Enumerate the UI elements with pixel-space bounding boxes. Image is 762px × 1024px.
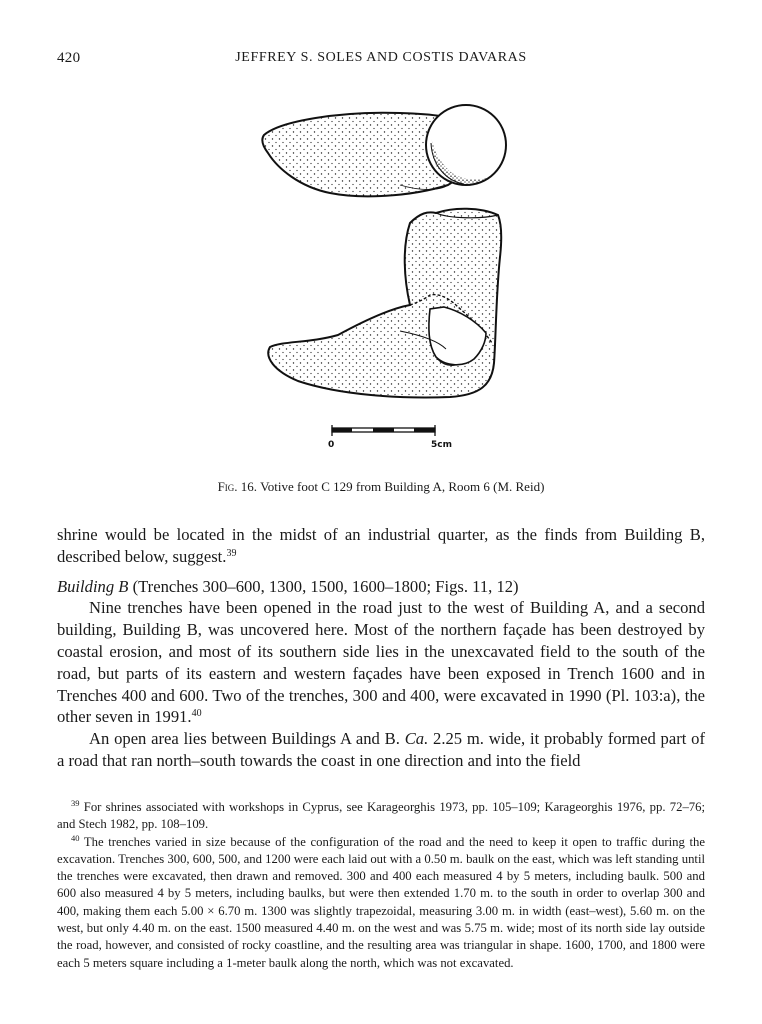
- scale-label-five-cm: 5cm: [431, 440, 452, 450]
- footnote-39-number: 39: [71, 798, 80, 808]
- paragraph-open-area-rest: 2.25 m. wide, it probably formed part of a road that ran north–south towards the coast in one direction and into the field: [57, 729, 705, 770]
- foot-top-view: [262, 105, 506, 196]
- footnote-40-text: The trenches varied in size because of the configuration of the road and the need to keep it open to traffic during the excavation. Trenches 300, 600, 500, and 1200 were each laid out with a 0.50 m. baulk on the east, which was left standing until the trenches were excavated, then drawn and removed. 300 and 400 each measured 4 by 5 meters, including baulk. 500 and 600 also measured 4 by 5 meters, including baulks, but were then extended 1.70 m. to the south in order to overlap 300 and 400, making them each 5.00 × 6.70 m. 1300 was slightly trapezoidal, measuring 3.00 m. in width (east–west), 5.60 m. on the west, but only 4.40 m. on the east. 1500 measured 4.40 m. on the west and was 5.75 m. wide; most of its north side lay outside the road, however, and consisted of rocky coastline, and the resulting area was triangular in shape. 1600, 1700, and 1800 were each 5 meters square including a 1-meter baulk along the north, which was not excavated.: [57, 834, 705, 970]
- footnote-ref-40: 40: [191, 708, 202, 720]
- scale-bar: [328, 425, 452, 450]
- figure-caption: [0, 479, 762, 495]
- paragraph-shrine-text: shrine would be located in the midst of an industrial quarter, as the finds from Building B, described below, suggest.: [57, 525, 705, 566]
- paragraph-open-area: [57, 728, 705, 772]
- footnote-39-text: For shrines associated with workshops in Cyprus, see Karageorghis 1973, pp. 105–109; Karageorghis 1976, pp. 72–76; and Stech 1982, pp. 108–109.: [57, 800, 705, 832]
- scale-label-zero: 0: [328, 440, 335, 450]
- paragraph-trenches: [57, 597, 705, 728]
- foot-side-view: [268, 209, 501, 398]
- footnotes: [57, 799, 705, 972]
- building-b-trenches: (Trenches 300–600, 1300, 1500, 1600–1800; Figs. 11, 12): [128, 576, 519, 596]
- footnote-40-number: 40: [71, 832, 80, 843]
- caption-text: Votive foot C 129 from Building A, Room 6 (M. Reid): [257, 479, 545, 494]
- building-b-name: Building B: [57, 576, 129, 596]
- circa-abbrev: Ca.: [404, 729, 429, 749]
- section-heading-building-b: [57, 576, 705, 598]
- paragraph-shrine: [57, 524, 705, 568]
- votive-foot-drawing: [250, 95, 530, 465]
- footnote-40: [57, 834, 705, 972]
- paragraph-trenches-text: Nine trenches have been opened in the road just to the west of Building A, and a second building, Building B, was uncovered here. Most of the northern façade has been destroyed by coastal erosion, and most of its southern side lies in the unexcavated field to the south of the road, but parts of its eastern and western façades have been exposed in Trench 1600 and in Trenches 400 and 600. Two of the trenches, 300 and 400, were excavated in 1990 (Pl. 103:a), the other seven in 1991.: [57, 598, 705, 727]
- page-number: 420: [57, 50, 81, 66]
- body-text: [57, 524, 705, 772]
- footnote-ref-39: 39: [226, 547, 237, 559]
- footnote-39: [57, 799, 705, 834]
- paragraph-open-area-start: An open area lies between Buildings A and B.: [89, 729, 405, 749]
- caption-label: Fig. 16.: [217, 479, 258, 494]
- figure-votive-foot: [250, 95, 530, 465]
- running-title: JEFFREY S. SOLES AND COSTIS DAVARAS: [235, 50, 527, 65]
